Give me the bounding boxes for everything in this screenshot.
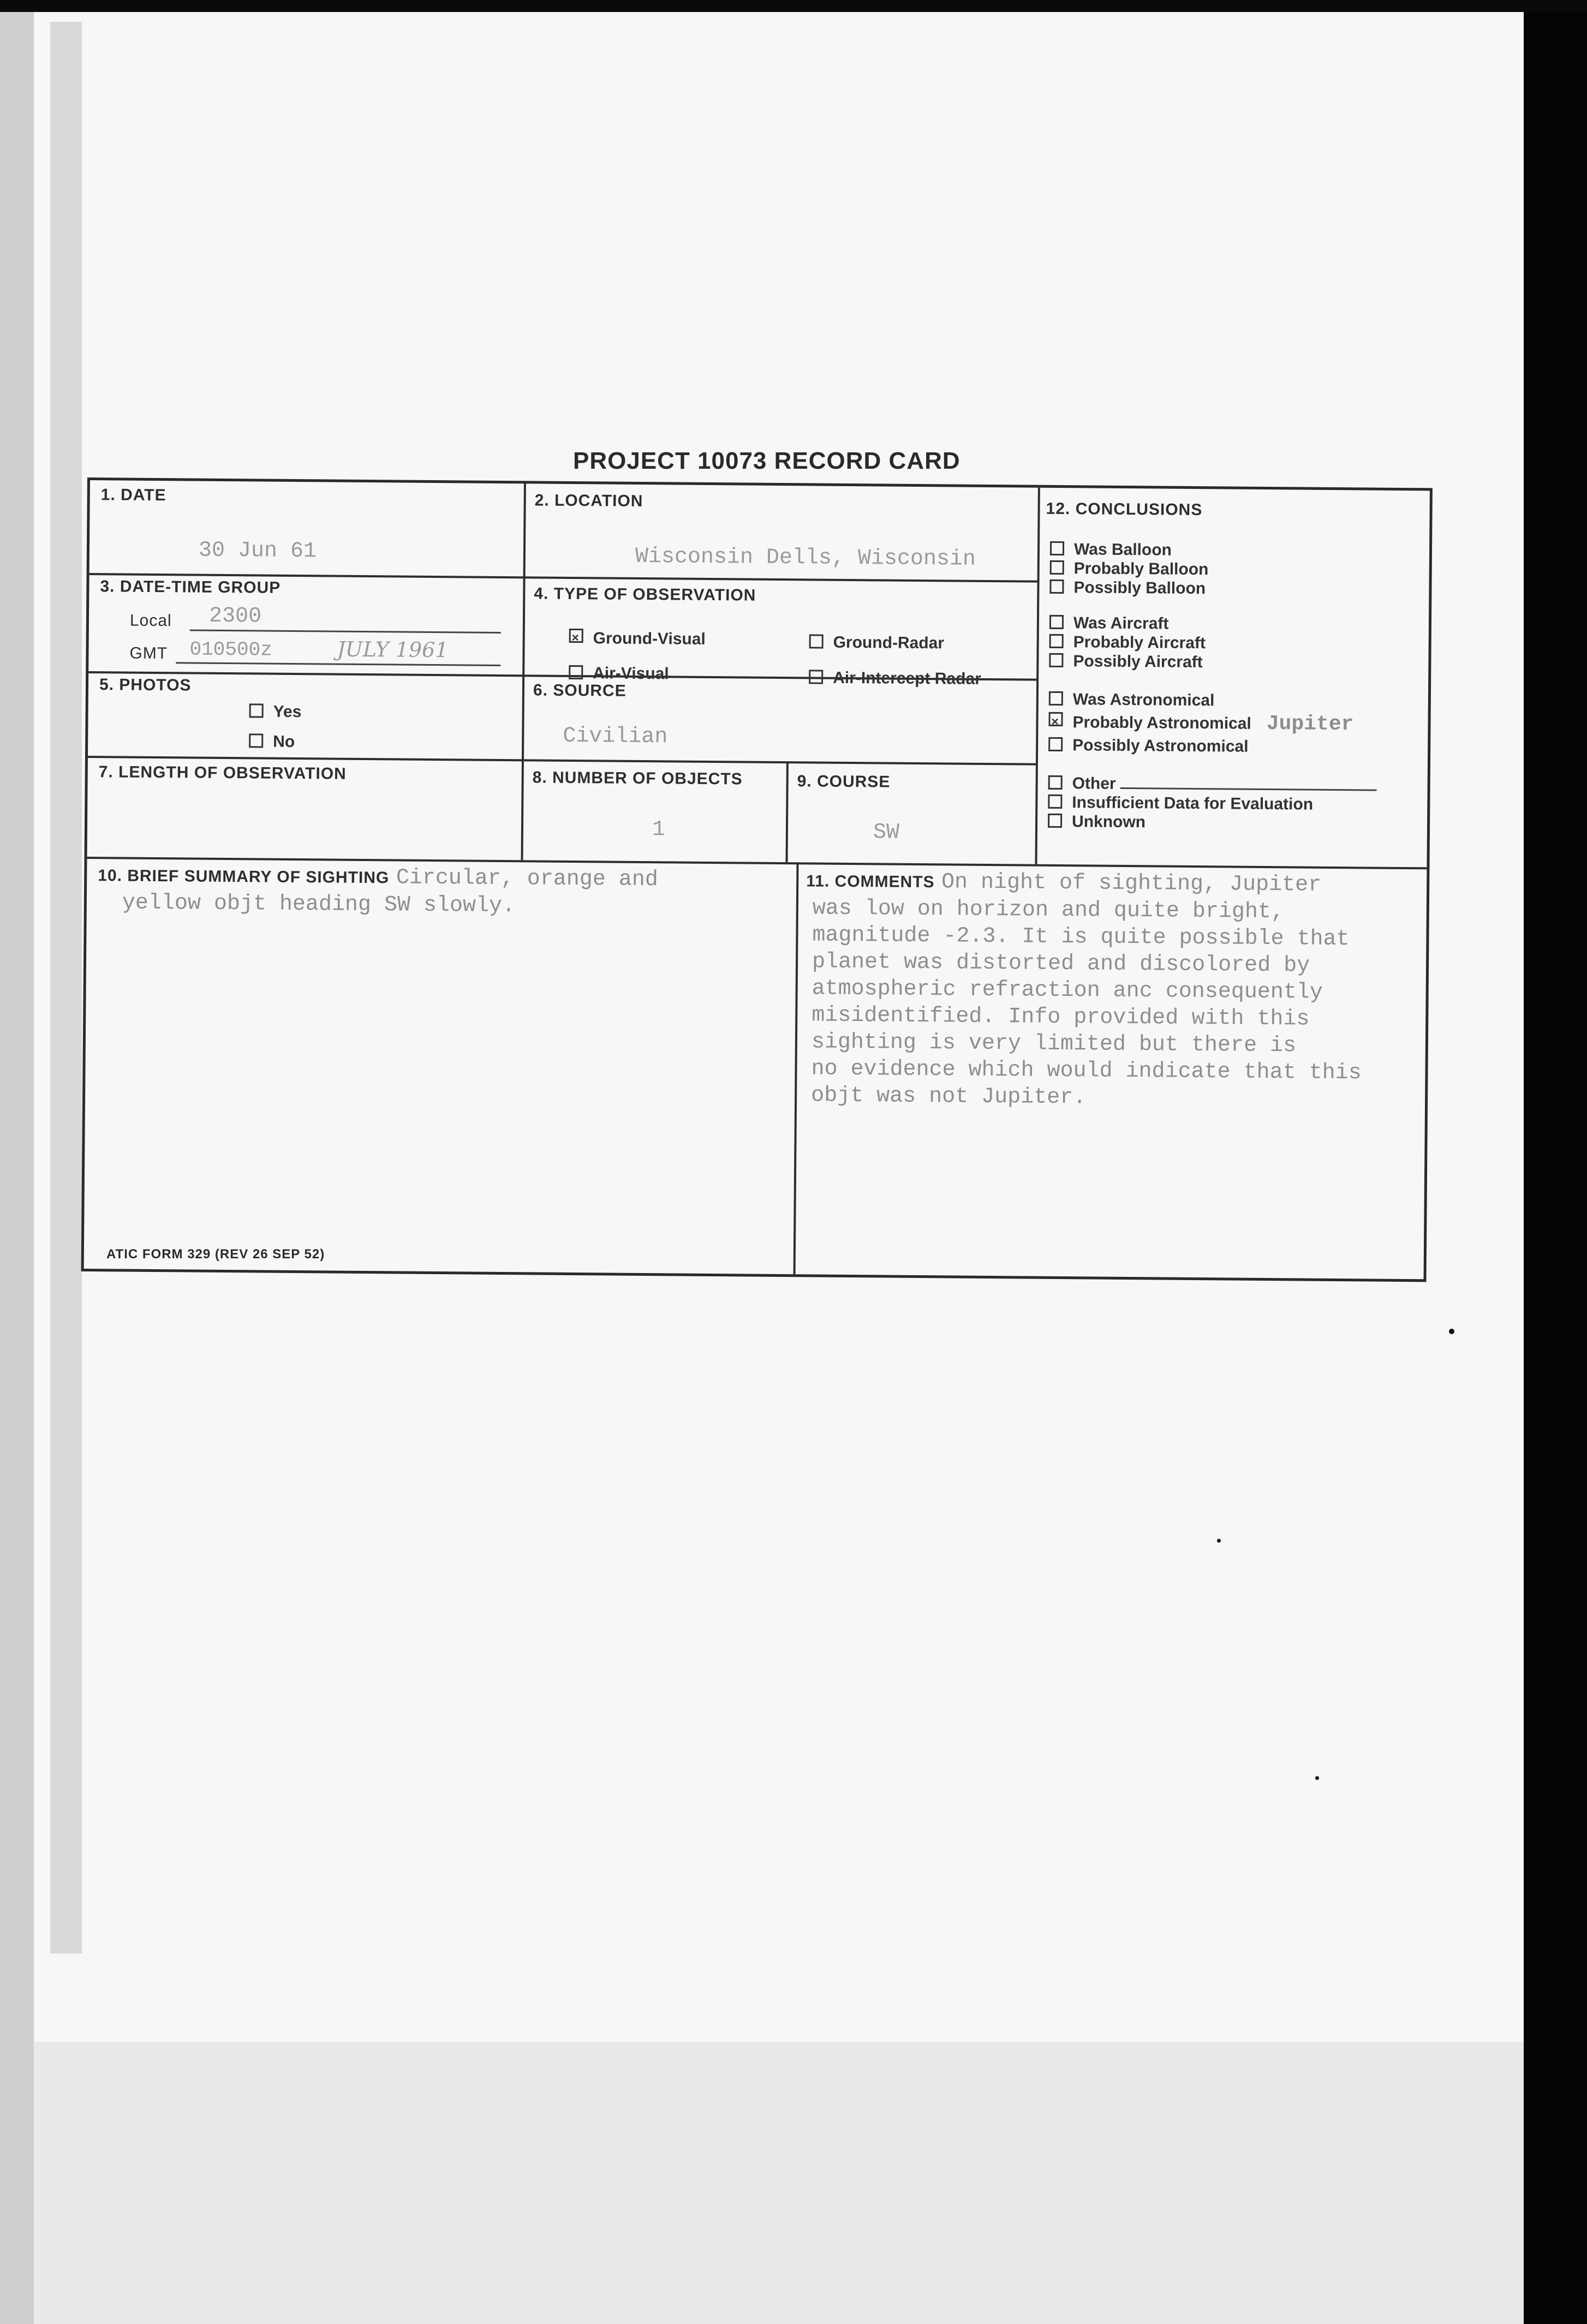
conclusion-was-astronomical[interactable]: Was Astronomical xyxy=(1049,690,1377,712)
date-label: 1. DATE xyxy=(100,486,166,505)
conclusions-label: 12. CONCLUSIONS xyxy=(1046,499,1203,519)
checkbox-icon xyxy=(1049,653,1063,667)
jupiter-note: Jupiter xyxy=(1266,712,1354,737)
divider xyxy=(794,862,799,1274)
brief-summary-label: 10. BRIEF SUMMARY OF SIGHTING xyxy=(98,867,390,887)
checkbox-icon xyxy=(569,629,583,643)
gmt-handwritten-note: JULY 1961 xyxy=(337,637,449,662)
conclusion-unknown[interactable]: Unknown xyxy=(1048,812,1376,834)
source-value: Civilian xyxy=(563,724,668,750)
checkbox-icon xyxy=(249,733,263,748)
film-edge-right xyxy=(1524,0,1587,2324)
speck-mark xyxy=(1217,1539,1221,1543)
checkbox-icon xyxy=(1049,634,1064,648)
photos-no[interactable]: No xyxy=(249,732,295,751)
divider xyxy=(1035,488,1040,864)
conclusion-possibly-astronomical[interactable]: Possibly Astronomical xyxy=(1048,736,1377,757)
film-edge-top xyxy=(0,0,1587,12)
date-value: 30 Jun 61 xyxy=(198,538,317,564)
gmt-label: GMT xyxy=(129,644,168,663)
number-of-objects-label: 8. NUMBER OF OBJECTS xyxy=(532,768,743,788)
checkbox-icon xyxy=(1050,560,1064,575)
checkbox-icon xyxy=(1049,615,1064,629)
comment-line: no evidence which would indicate that this xyxy=(811,1056,1362,1086)
comment-line: magnitude -2.3. It is quite possible that xyxy=(812,923,1350,952)
conclusion-possibly-balloon[interactable]: Possibly Balloon xyxy=(1049,578,1378,600)
conclusion-probably-balloon[interactable]: Probably Balloon xyxy=(1050,559,1379,581)
comments-first-line: On night of sighting, Jupiter xyxy=(941,870,1322,898)
option-ground-visual[interactable]: ✕Ground-Visual xyxy=(569,629,706,649)
comments-body xyxy=(811,895,1363,1113)
source-label: 6. SOURCE xyxy=(533,681,627,700)
speck-mark xyxy=(1449,1329,1454,1334)
comments-label: 11. COMMENTS xyxy=(806,872,935,892)
checkbox-icon xyxy=(1049,579,1064,594)
photos-yes[interactable]: Yes xyxy=(249,702,302,721)
datetime-label: 3. DATE-TIME GROUP xyxy=(100,577,281,597)
conclusion-probably-astronomical[interactable]: ✕Probably Astronomical Jupiter xyxy=(1048,709,1377,738)
conclusion-possibly-aircraft[interactable]: Possibly Aircraft xyxy=(1049,652,1377,673)
conclusion-was-aircraft[interactable]: Was Aircraft xyxy=(1049,613,1378,635)
comment-line: sighting is very limited but there is xyxy=(811,1030,1297,1059)
comment-line: misidentified. Info provided with this xyxy=(812,1003,1310,1032)
photos-label: 5. PHOTOS xyxy=(99,676,192,695)
brief-summary xyxy=(98,862,658,893)
checkbox-icon xyxy=(1048,737,1063,751)
divider xyxy=(521,483,526,860)
checkbox-icon xyxy=(1048,794,1062,809)
checkbox-icon xyxy=(1048,814,1062,828)
paper-shadow xyxy=(50,22,82,1953)
gmt-underline xyxy=(176,662,500,666)
brief-summary-first-line: Circular, orange and xyxy=(396,865,659,893)
record-card xyxy=(81,477,1433,1282)
paper-bottom-margin xyxy=(34,2042,1524,2324)
comments-header xyxy=(806,868,1321,898)
speck-mark xyxy=(1315,1776,1319,1780)
local-label: Local xyxy=(129,611,172,630)
checkbox-icon xyxy=(1048,775,1063,790)
option-ground-radar[interactable]: Ground-Radar xyxy=(809,633,945,653)
checkbox-icon xyxy=(809,670,823,684)
conclusion-probably-aircraft[interactable]: Probably Aircraft xyxy=(1049,632,1378,654)
comment-line: objt was not Jupiter. xyxy=(810,1083,1087,1110)
checkbox-icon xyxy=(569,665,583,679)
divider xyxy=(786,761,789,862)
checkbox-icon xyxy=(809,634,824,648)
checkbox-icon xyxy=(1049,691,1063,706)
film-edge-left xyxy=(0,0,34,2324)
checkbox-icon xyxy=(1048,712,1063,726)
card-title: PROJECT 10073 RECORD CARD xyxy=(573,447,960,474)
option-air-visual[interactable]: Air-Visual xyxy=(569,664,669,683)
type-of-observation-label: 4. TYPE OF OBSERVATION xyxy=(534,584,756,605)
local-value: 2300 xyxy=(208,604,262,629)
conclusion-was-balloon[interactable]: Was Balloon xyxy=(1050,540,1379,561)
conclusions-list xyxy=(1048,540,1379,834)
brief-summary-text: yellow objt heading SW slowly. xyxy=(122,891,516,919)
number-of-objects-value: 1 xyxy=(652,817,666,843)
location-value: Wisconsin Dells, Wisconsin xyxy=(635,544,976,572)
comment-line: was low on horizon and quite bright, xyxy=(812,896,1285,925)
conclusion-other[interactable]: Other xyxy=(1048,774,1377,796)
length-label: 7. LENGTH OF OBSERVATION xyxy=(98,763,347,783)
checkbox-icon xyxy=(249,703,264,718)
checkbox-icon xyxy=(1050,541,1064,555)
gmt-value: 010500z xyxy=(189,638,272,661)
comment-line: atmospheric refraction anc consequently xyxy=(812,976,1323,1005)
conclusion-insufficient-data[interactable]: Insufficient Data for Evaluation xyxy=(1048,793,1376,815)
course-value: SW xyxy=(873,820,900,845)
location-label: 2. LOCATION xyxy=(534,491,643,510)
course-label: 9. COURSE xyxy=(797,772,891,791)
form-identifier: ATIC FORM 329 (REV 26 SEP 52) xyxy=(106,1247,325,1262)
option-air-intercept-radar[interactable]: Air-Intercept Radar xyxy=(809,668,981,688)
comment-line: planet was distorted and discolored by xyxy=(812,949,1310,978)
local-underline xyxy=(190,629,501,633)
